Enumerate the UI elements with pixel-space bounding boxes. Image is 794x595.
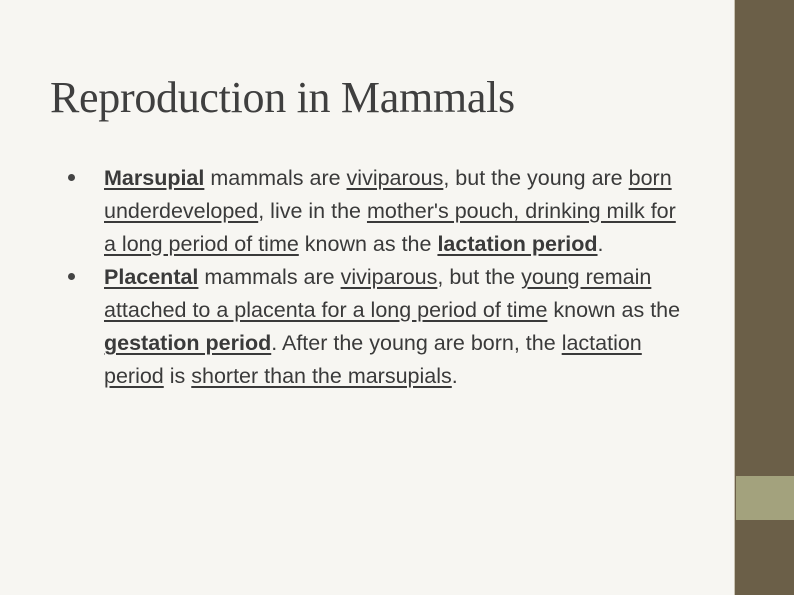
emphasized-term: Placental bbox=[104, 265, 199, 289]
bullet-item-marsupial bbox=[68, 162, 683, 261]
bullet-dot-icon bbox=[68, 174, 75, 181]
text-run: , but the young are bbox=[443, 166, 629, 190]
text-run: is bbox=[163, 364, 192, 388]
bullet-text bbox=[104, 261, 683, 393]
emphasized-term: lactation period bbox=[104, 331, 642, 388]
text-run: , but the bbox=[437, 265, 522, 289]
slide-title: Reproduction in Mammals bbox=[50, 73, 515, 122]
bullet-list bbox=[68, 162, 683, 393]
bullet-text bbox=[104, 162, 683, 261]
bullet-dot-icon bbox=[68, 273, 75, 280]
text-run: known as the bbox=[298, 232, 438, 256]
emphasized-term: young remain attached to a placenta for a long period of time bbox=[104, 265, 652, 322]
text-run: . bbox=[451, 364, 458, 388]
text-run: , live in the bbox=[258, 199, 367, 223]
emphasized-term: Marsupial bbox=[104, 166, 205, 190]
text-run: mammals are bbox=[198, 265, 341, 289]
emphasized-term: shorter than the marsupials bbox=[191, 364, 452, 388]
bullet-item-placental bbox=[68, 261, 683, 393]
emphasized-term: gestation period bbox=[104, 331, 272, 355]
text-run: mammals are bbox=[204, 166, 347, 190]
emphasized-term: mother's pouch, drinking milk for a long period of time bbox=[104, 199, 676, 256]
emphasized-term: viviparous bbox=[346, 166, 444, 190]
text-run: known as the bbox=[547, 298, 681, 322]
side-accent-block bbox=[736, 476, 794, 520]
emphasized-term: lactation period bbox=[437, 232, 598, 256]
text-run: . bbox=[597, 232, 604, 256]
emphasized-term: born underdeveloped bbox=[104, 166, 672, 223]
text-run: . After the young are born, the bbox=[271, 331, 562, 355]
emphasized-term: viviparous bbox=[340, 265, 438, 289]
